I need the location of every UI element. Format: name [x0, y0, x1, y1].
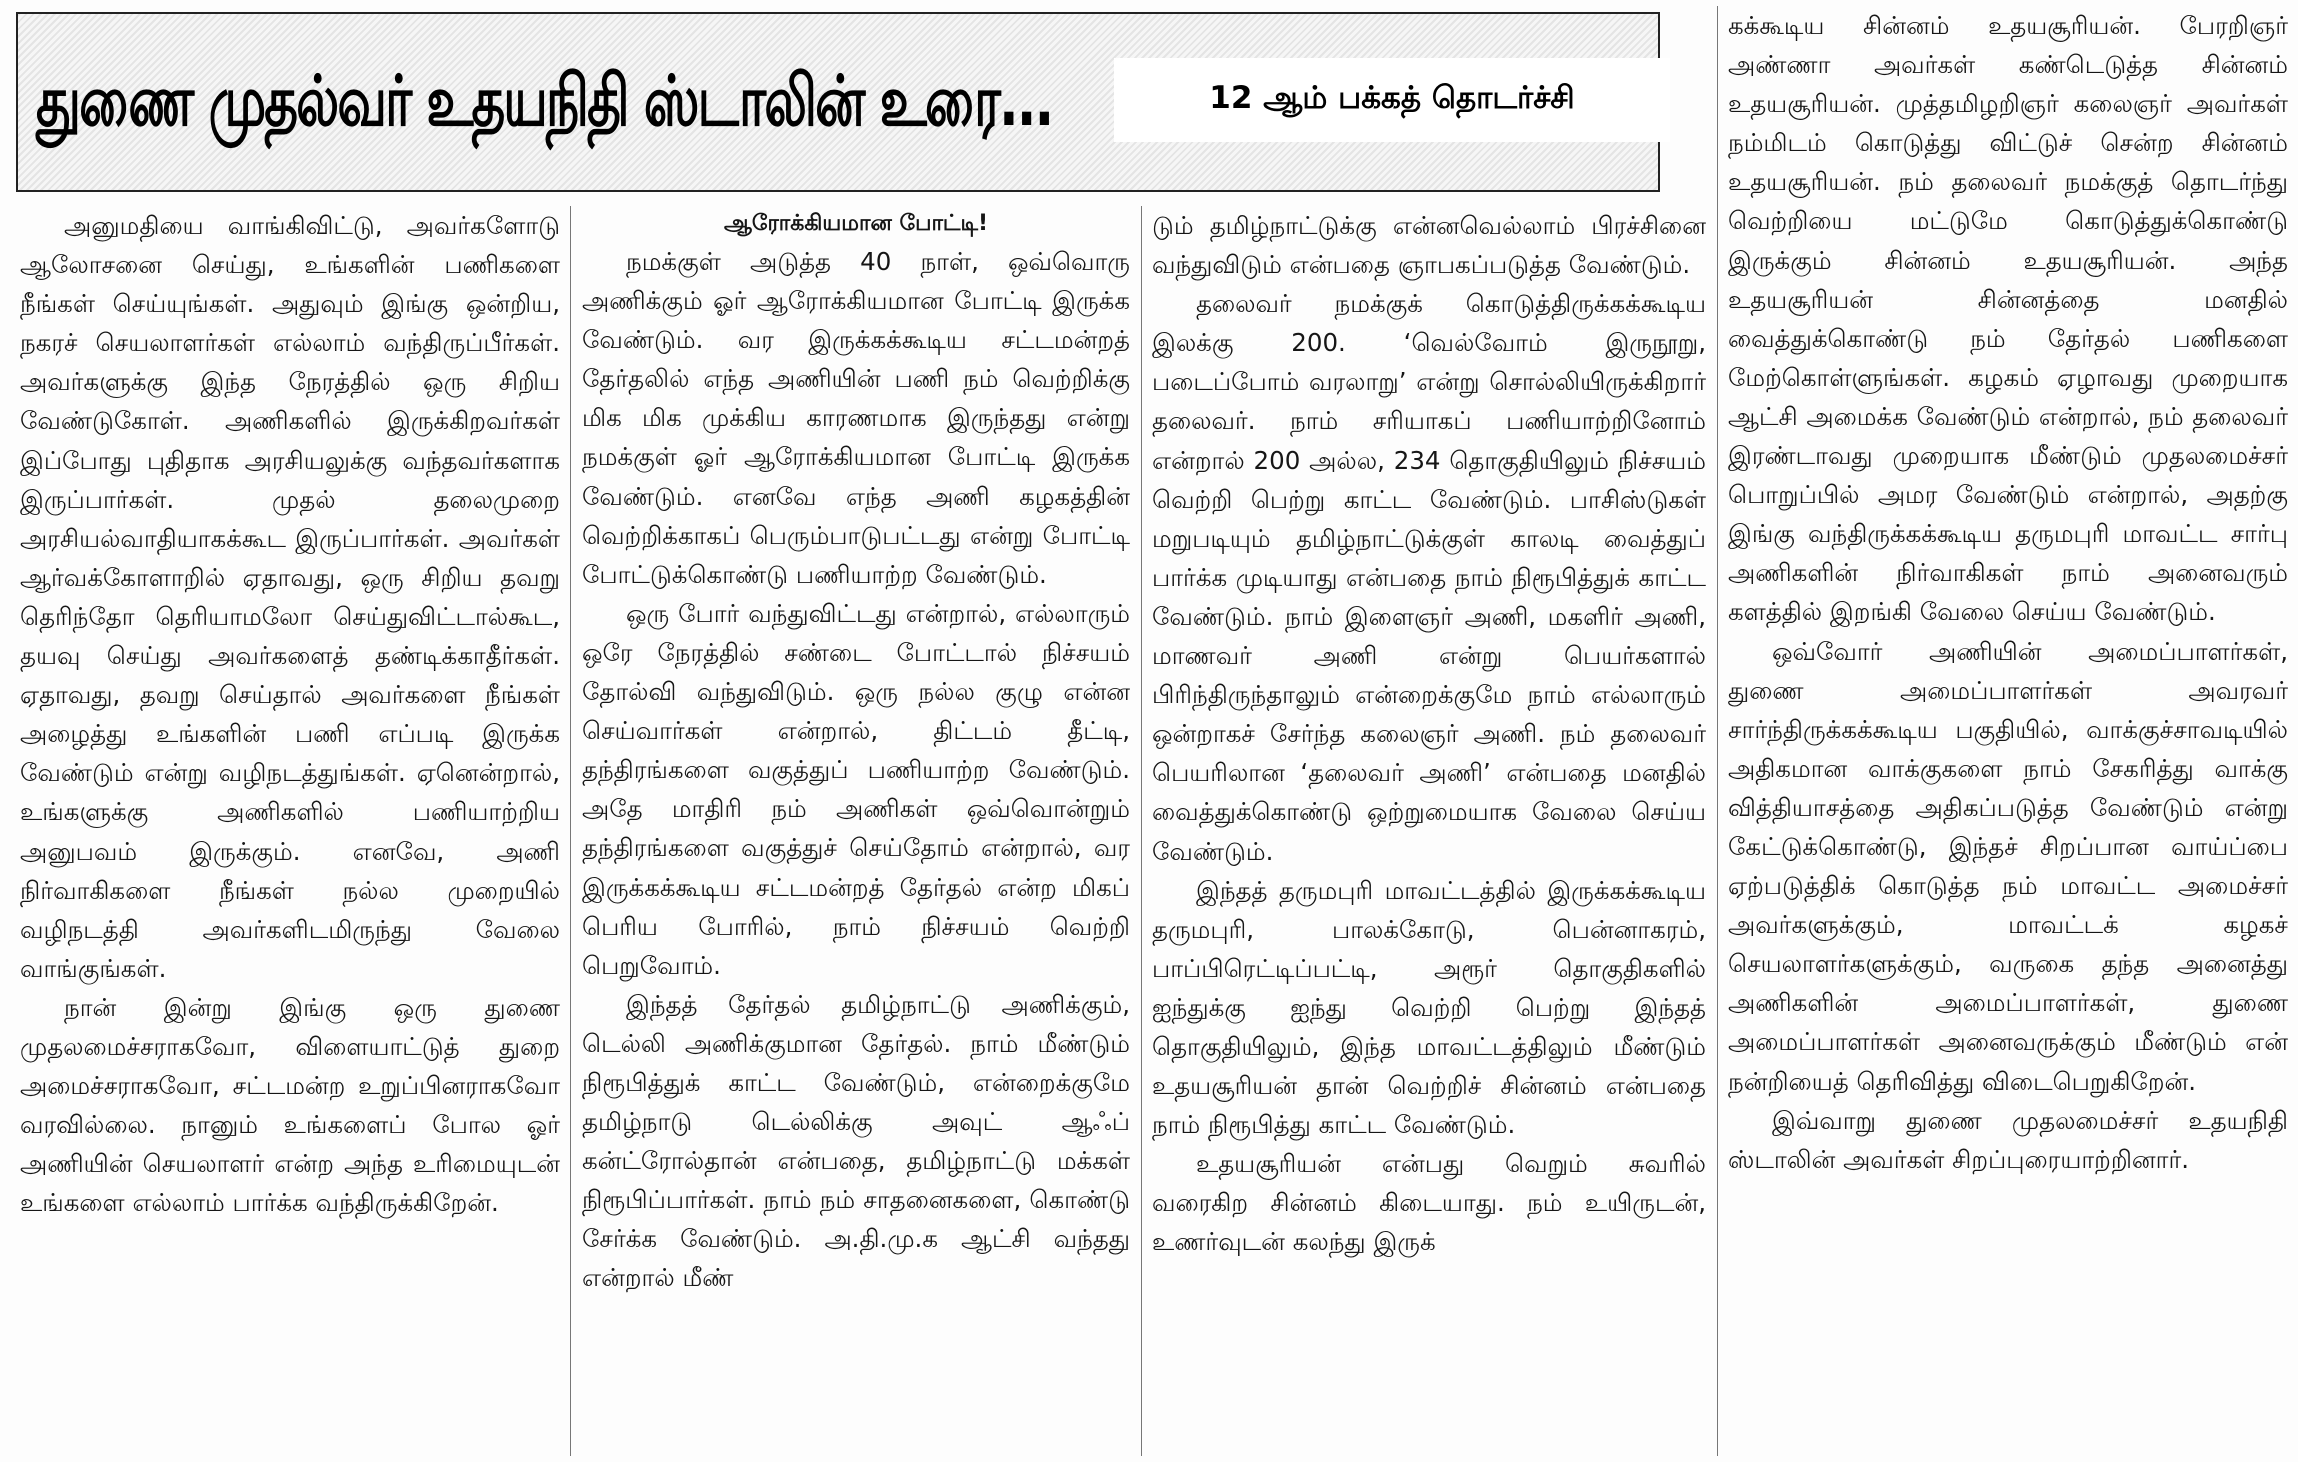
paragraph: நமக்குள் அடுத்த 40 நாள், ஒவ்வொரு அணிக்கும் ஓர் ஆரோக்கியமான போட்டி இருக்க வேண்டும். வர இருக்கக்கூடிய சட்டமன்றத் தேர்தலில் எந்த அணியின் பணி நம் வெற்றிக்கு மிக மிக முக்கிய காரணமாக இருந்தது என்று நமக்குள் ஓர் ஆரோக்கியமான போட்டி இருக்க வேண்டும். எனவே எந்த அணி கழகத்தின் வெற்றிக்காகப் பெரும்பாடுபட்டது என்று போட்டி போட்டுக்கொண்டு பணியாற்ற வேண்டும். — [582, 247, 1130, 589]
article-column-4 — [1728, 6, 2288, 1456]
continuation-label: 12 ஆம் பக்கத் தொடர்ச்சி — [1209, 80, 1575, 116]
article-column-3 — [1152, 12, 1706, 1456]
subheading: ஆரோக்கியமான போட்டி! — [724, 211, 988, 236]
paragraph: இந்தத் தேர்தல் தமிழ்நாட்டு அணிக்கும், டெல்லி அணிக்குமான தேர்தல். நாம் மீண்டும் நிரூபித்துக் காட்ட வேண்டும், என்றைக்குமே தமிழ்நாடு டெல்லிக்கு அவுட் ஆஃப் கன்ட்ரோல்தான் என்பதை, தமிழ்நாட்டு மக்கள் நிரூபிப்பார்கள். நாம் நம் சாதனைகளை, கொண்டு சேர்க்க வேண்டும். அ.தி.மு.க ஆட்சி வந்தது என்றால் மீண் — [582, 989, 1130, 1293]
headline: துணை முதல்வர் உதயநிதி ஸ்டாலின் உரை... — [36, 61, 1053, 143]
paragraph: நான் இன்று இங்கு ஒரு துணை முதலமைச்சராகவோ, விளையாட்டுத் துறை அமைச்சராகவோ, சட்டமன்ற உறுப்பினராகவோ வரவில்லை. நானும் உங்களைப் போல ஓர் அணியின் செயலாளர் என்ற அந்த உரிமையுடன் உங்களை எல்லாம் பார்க்க வந்திருக்கிறேன். — [20, 992, 560, 1218]
paragraph: உதயசூரியன் என்பது வெறும் சுவரில் வரைகிற சின்னம் கிடையாது. நம் உயிருடன், உணர்வுடன் கலந்து இருக் — [1152, 1149, 1706, 1257]
paragraph: ஒரு போர் வந்துவிட்டது என்றால், எல்லாரும் ஒரே நேரத்தில் சண்டை போட்டால் நிச்சயம் தோல்வி வந்துவிடும். ஒரு நல்ல குழு என்ன செய்வார்கள் என்றால், திட்டம் தீட்டி, தந்திரங்களை வகுத்துப் பணியாற்ற வேண்டும். அதே மாதிரி நம் அணிகள் ஒவ்வொன்றும் தந்திரங்களை வகுத்துச் செய்தோம் என்றால், வர இருக்கக்கூடிய சட்டமன்றத் தேர்தல் என்ற மிகப் பெரிய போரில், நாம் நிச்சயம் வெற்றி பெறுவோம். — [582, 598, 1130, 980]
column-divider-3 — [1717, 6, 1718, 1456]
column-divider-1 — [570, 206, 571, 1456]
article-column-1 — [20, 206, 560, 1456]
paragraph: கக்கூடிய சின்னம் உதயசூரியன். பேரறிஞர் அண்ணா அவர்கள் கண்டெடுத்த சின்னம் உதயசூரியன். முத்தமிழறிஞர் கலைஞர் அவர்கள் நம்மிடம் கொடுத்து விட்டுச் சென்ற சின்னம் உதயசூரியன். நம் தலைவர் நமக்குத் தொடர்ந்து வெற்றியை மட்டுமே கொடுத்துக்கொண்டு இருக்கும் சின்னம் உதயசூரியன். அந்த உதயசூரியன் சின்னத்தை மனதில் வைத்துக்கொண்டு நம் தேர்தல் பணிகளை மேற்கொள்ளுங்கள். கழகம் ஏழாவது முறையாக ஆட்சி அமைக்க வேண்டும் என்றால், நம் தலைவர் இரண்டாவது முறையாக மீண்டும் முதலமைச்சர் பொறுப்பில் அமர வேண்டும் என்றால், அதற்கு இங்கு வந்திருக்கக்கூடிய தருமபுரி மாவட்ட சார்பு அணிகளின் நிர்வாகிகள் நாம் அனைவரும் களத்தில் இறங்கி வேலை செய்ய வேண்டும். — [1728, 11, 2288, 627]
paragraph: ஒவ்வோர் அணியின் அமைப்பாளர்கள், துணை அமைப்பாளர்கள் அவரவர் சார்ந்திருக்கக்கூடிய பகுதியில், வாக்குச்சாவடியில் அதிகமான வாக்குகளை நாம் சேகரித்து வாக்கு வித்தியாசத்தை அதிகப்படுத்த வேண்டும் என்று கேட்டுக்கொண்டு, இந்தச் சிறப்பான வாய்ப்பை ஏற்படுத்திக் கொடுத்த நம் மாவட்ட அமைச்சர் அவர்களுக்கும், மாவட்டக் கழகச் செயலாளர்களுக்கும், வருகை தந்த அனைத்து அணிகளின் அமைப்பாளர்கள், துணை அமைப்பாளர்கள் அனைவருக்கும் மீண்டும் என் நன்றியைத் தெரிவித்து விடைபெறுகிறேன். — [1728, 636, 2288, 1096]
paragraph: அனுமதியை வாங்கிவிட்டு, அவர்களோடு ஆலோசனை செய்து, உங்களின் பணிகளை நீங்கள் செய்யுங்கள். அதுவும் இங்கு ஒன்றிய, நகரச் செயலாளர்கள் எல்லாம் வந்திருப்பீர்கள். அவர்களுக்கு இந்த நேரத்தில் ஒரு சிறிய வேண்டுகோள். அணிகளில் இருக்கிறவர்கள் இப்போது புதிதாக அரசியலுக்கு வந்தவர்களாக இருப்பார்கள். முதல் தலைமுறை அரசியல்வாதியாகக்கூட இருப்பார்கள். அவர்கள் ஆர்வக்கோளாறில் ஏதாவது, ஒரு சிறிய தவறு தெரிந்தோ தெரியாமலோ செய்துவிட்டால்கூட, தயவு செய்து அவர்களைத் தண்டிக்காதீர்கள். ஏதாவது, தவறு செய்தால் அவர்களை நீங்கள் அழைத்து உங்களின் பணி எப்படி இருக்க வேண்டும் என்று வழிநடத்துங்கள். ஏனென்றால், உங்களுக்கு அணிகளில் பணியாற்றிய அனுபவம் இருக்கும். எனவே, அணி நிர்வாகிகளை நீங்கள் நல்ல முறையில் வழிநடத்தி அவர்களிடமிருந்து வேலை வாங்குங்கள். — [20, 211, 560, 983]
paragraph: இந்தத் தருமபுரி மாவட்டத்தில் இருக்கக்கூடிய தருமபுரி, பாலக்கோடு, பென்னாகரம், பாப்பிரெட்டிப்பட்டி, அரூர் தொகுதிகளில் ஐந்துக்கு ஐந்து வெற்றி பெற்று இந்தத் தொகுதியிலும், இந்த மாவட்டத்திலும் மீண்டும் உதயசூரியன் தான் வெற்றிச் சின்னம் என்பதை நாம் நிரூபித்து காட்ட வேண்டும். — [1152, 875, 1706, 1140]
paragraph: தலைவர் நமக்குக் கொடுத்திருக்கக்கூடிய இலக்கு 200. ‘வெல்வோம் இருநூறு, படைப்போம் வரலாறு’ என்று சொல்லியிருக்கிறார் தலைவர். நாம் சரியாகப் பணியாற்றினோம் என்றால் 200 அல்ல, 234 தொகுதியிலும் நிச்சயம் வெற்றி பெற்று காட்ட வேண்டும். பாசிஸ்டுகள் மறுபடியும் தமிழ்நாட்டுக்குள் காலடி வைத்துப் பார்க்க முடியாது என்பதை நாம் நிரூபித்துக் காட்ட வேண்டும். நாம் இளைஞர் அணி, மகளிர் அணி, மாணவர் அணி என்று பெயர்களால் பிரிந்திருந்தாலும் என்றைக்குமே நாம் எல்லாரும் ஒன்றாகச் சேர்ந்த கலைஞர் அணி. நம் தலைவர் பெயரிலான ‘தலைவர் அணி’ என்பதை மனதில் வைத்துக்கொண்டு ஒற்றுமையாக வேலை செய்ய வேண்டும். — [1152, 289, 1706, 866]
paragraph: டும் தமிழ்நாட்டுக்கு என்னவெல்லாம் பிரச்சினை வந்துவிடும் என்பதை ஞாபகப்படுத்த வேண்டும். — [1152, 211, 1706, 280]
paragraph: இவ்வாறு துணை முதலமைச்சர் உதயநிதி ஸ்டாலின் அவர்கள் சிறப்புரையாற்றினார். — [1728, 1105, 2288, 1174]
column-divider-2 — [1141, 206, 1142, 1456]
article-column-2 — [582, 206, 1130, 1456]
